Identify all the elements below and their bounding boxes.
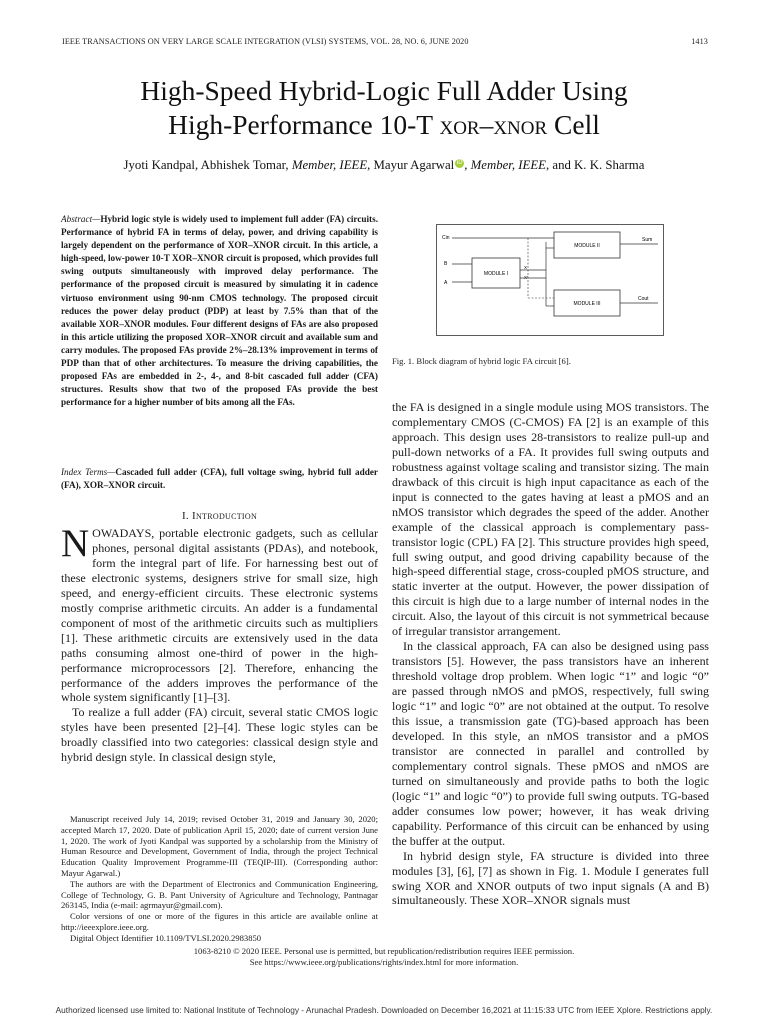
right-paragraph-3: In hybrid design style, FA structure is divided into three modules [3], [6], [7] as shown in Fig. 1. Module I generates full swing XOR and XNOR outputs of two input signals (A and B) simultaneously. These XOR–XNOR signals must [392,848,709,908]
footnote-color: Color versions of one or more of the figures in this article are available online at http://ieeexplore.ieee.org. [61,911,378,932]
copyright-notice: 1063-8210 © 2020 IEEE. Personal use is permitted, but republication/redistribution requires IEEE permission. See https://www.ieee.org/publications/rights/index.html for more information. [193,946,575,967]
input-a-label: A [444,280,448,286]
running-header [62,37,708,46]
signal-xbar-label: X' [524,275,528,280]
figure-1-caption: Fig. 1. Block diagram of hybrid logic FA circuit [6]. [392,356,571,366]
intro-paragraph-2: To realize a full adder (FA) circuit, several static CMOS logic styles have been presented [2]–[4]. These logic styles can be broadly classified into two categories: classical design style and hybrid design style. In classical design style, [61,705,378,765]
index-terms: Index Terms—Cascaded full adder (CFA), full voltage swing, hybrid full adder (FA), XOR–XNOR circuit. [61,467,378,491]
output-sum-label: Sum [642,237,653,243]
input-cin-label: Cin [442,235,450,241]
right-paragraph-1: the FA is designed in a single module using MOS transistors. The complementary CMOS (C-CMOS) FA [2] is an example of this approach. This design uses 28-transistors to realize pull-up and pull-down networks of a FA. It provides full swing outputs and robustness against voltage scaling and transistor sizing. The main drawback of this circuit is high input capacitance as each of the input is connected to the gates having at least a pMOS and an nMOS transistor which degrades the speed of the adder. Another example of the classical approach is complementary pass-transistor logic (CPL) FA [2]. This structure provides high speed, full swing output, and good driving capability because of the high-speed differential stage, cross-coupled pMOS structure, and static inverter at the output. However, the power dissipation of this circuit is high due to a large number of internal nodes in the circuit. Also, the layout of this circuit is not symmetrical because of irregular transistor arrangement. [392,400,709,639]
drop-cap: N [61,522,90,565]
abstract [61,213,378,409]
right-column-text [392,400,709,908]
input-b-label: B [444,261,448,267]
intro-paragraph-1: NOWADAYS, portable electronic gadgets, such as cellular phones, personal digital assistants (PDAs), and notebook, form the integral part of life. For harnessing best out of these electronic systems, designers strive for small size, high speed, and energy-efficient circuits. These electronic systems mostly comprise arithmetic circuits. An adder is a fundamental component of most of the arithmetic circuits such as multipliers [1]. These arithmetic circuits are extensively used in the data paths consuming almost one-third of power in the high-performance microprocessors [2]. Therefore, enhancing the performance of the adders improves the performance of the whole system significantly [1]–[3]. [61,522,378,705]
module-1-label: MODULE I [483,271,509,277]
footnotes [61,814,378,944]
signal-x-label: X [524,265,528,270]
introduction-text [61,522,378,765]
abstract-lead: Abstract— [61,214,101,224]
footnote-doi: Digital Object Identifier 10.1109/TVLSI.2020.2983850 [70,932,262,943]
title-line-1: High-Speed Hybrid-Logic Full Adder Using [140,75,628,106]
section-heading-introduction: I. Introduction [181,510,258,522]
footnote-manuscript: Manuscript received July 14, 2019; revised October 31, 2019 and January 30, 2020; accepted March 17, 2020. Date of publication April 15, 2020; date of current version June 1, 2020. The work of Jyoti Kandpal was supported by a scholarship from the Ministry of Human Resource and Development, Government of India, through the project Technical Education Quality Improvement Programme-III (TEQIP-III). (Corresponding author: Mayur Agarwal.) [61,814,378,878]
journal-name: IEEE TRANSACTIONS ON VERY LARGE SCALE INTEGRATION (VLSI) SYSTEMS, VOL. 28, NO. 6, JUNE 2020 [62,37,469,46]
right-paragraph-2: In the classical approach, FA can also be designed using pass transistors [5]. However, the pass transistors have an inherent threshold voltage drop problem. When logic “1” and logic “0” are passed through nMOS and pMOS, respectively, full swing logic “1” and logic “0” are not obtained at the output. To resolve this issue, a transmission gate (TG)-based approach has been developed. In this style, an nMOS transistor and a pMOS transistor are connected in parallel and controlled by complementary control signals. These pMOS and nMOS are turned on simultaneously and provide paths to both the logic (logic “1” and logic “0”) to provide full swing outputs. TG-based adder consumes low power; however, it has weak driving capability. Performance of this circuit can be enhanced by using the buffer at the output. [392,639,709,848]
page-number: 1413 [691,37,708,46]
figure-1-block-diagram [436,224,664,336]
title-line-2: High-Performance 10-T xor–xnor Cell [168,109,600,140]
license-banner: Authorized licensed use limited to: National Institute of Technology - Arunachal Pradesh. Downloaded on December 16,2021 at 11:15:33 UTC from IEEE Xplore. Restrictions apply. [55,1005,713,1015]
footnote-authors: The authors are with the Department of Electronics and Communication Engineering, College of Technology, G. B. Pant University of Agriculture and Technology, Pantnagar 263145, India (e-mail: agrmayur@gmail.com). [61,878,378,911]
module-2-label: MODULE II [574,243,600,249]
orcid-icon[interactable]: iD [456,160,463,166]
block-diagram-svg [436,224,664,336]
abstract-text: Hybrid logic style is widely used to implement full adder (FA) circuits. Performance of hybrid FA in terms of delay, power, and driving capability is largely dependent on the performance of XOR–XNOR circuit. In this article, a high-speed, low-power 10-T XOR–XNOR circuit is proposed, which provides full swing outputs simultaneously with improved delay performance. The performance of the proposed circuit is measured by simulating it in cadence virtuoso environment using 90-nm CMOS technology. The proposed circuit reduces the power delay product (PDP) at least by 7.5% than that of the available XOR–XNOR modules. Four different designs of FAs are also proposed in this article utilizing the proposed XOR–XNOR circuit and available sum and carry modules. The proposed FAs provide 2%–28.13% improvement in terms of PDP than that of other architectures. To measure the driving capabilities, the proposed FAs are embedded in 2-, 4-, and 8-bit cascaded full adder (CFA) structures. Results show that two of the proposed FAs provide the best performance for a higher number of bits among all the FAs. [61,214,378,408]
module-3-label: MODULE III [573,301,601,307]
output-cout-label: Cout [638,296,649,302]
paper-title [40,74,728,142]
author-list: Jyoti Kandpal, Abhishek Tomar, Member, IEEE, Mayur Agarwal iD , Member, IEEE, and K. K. Sharma [123,158,645,172]
